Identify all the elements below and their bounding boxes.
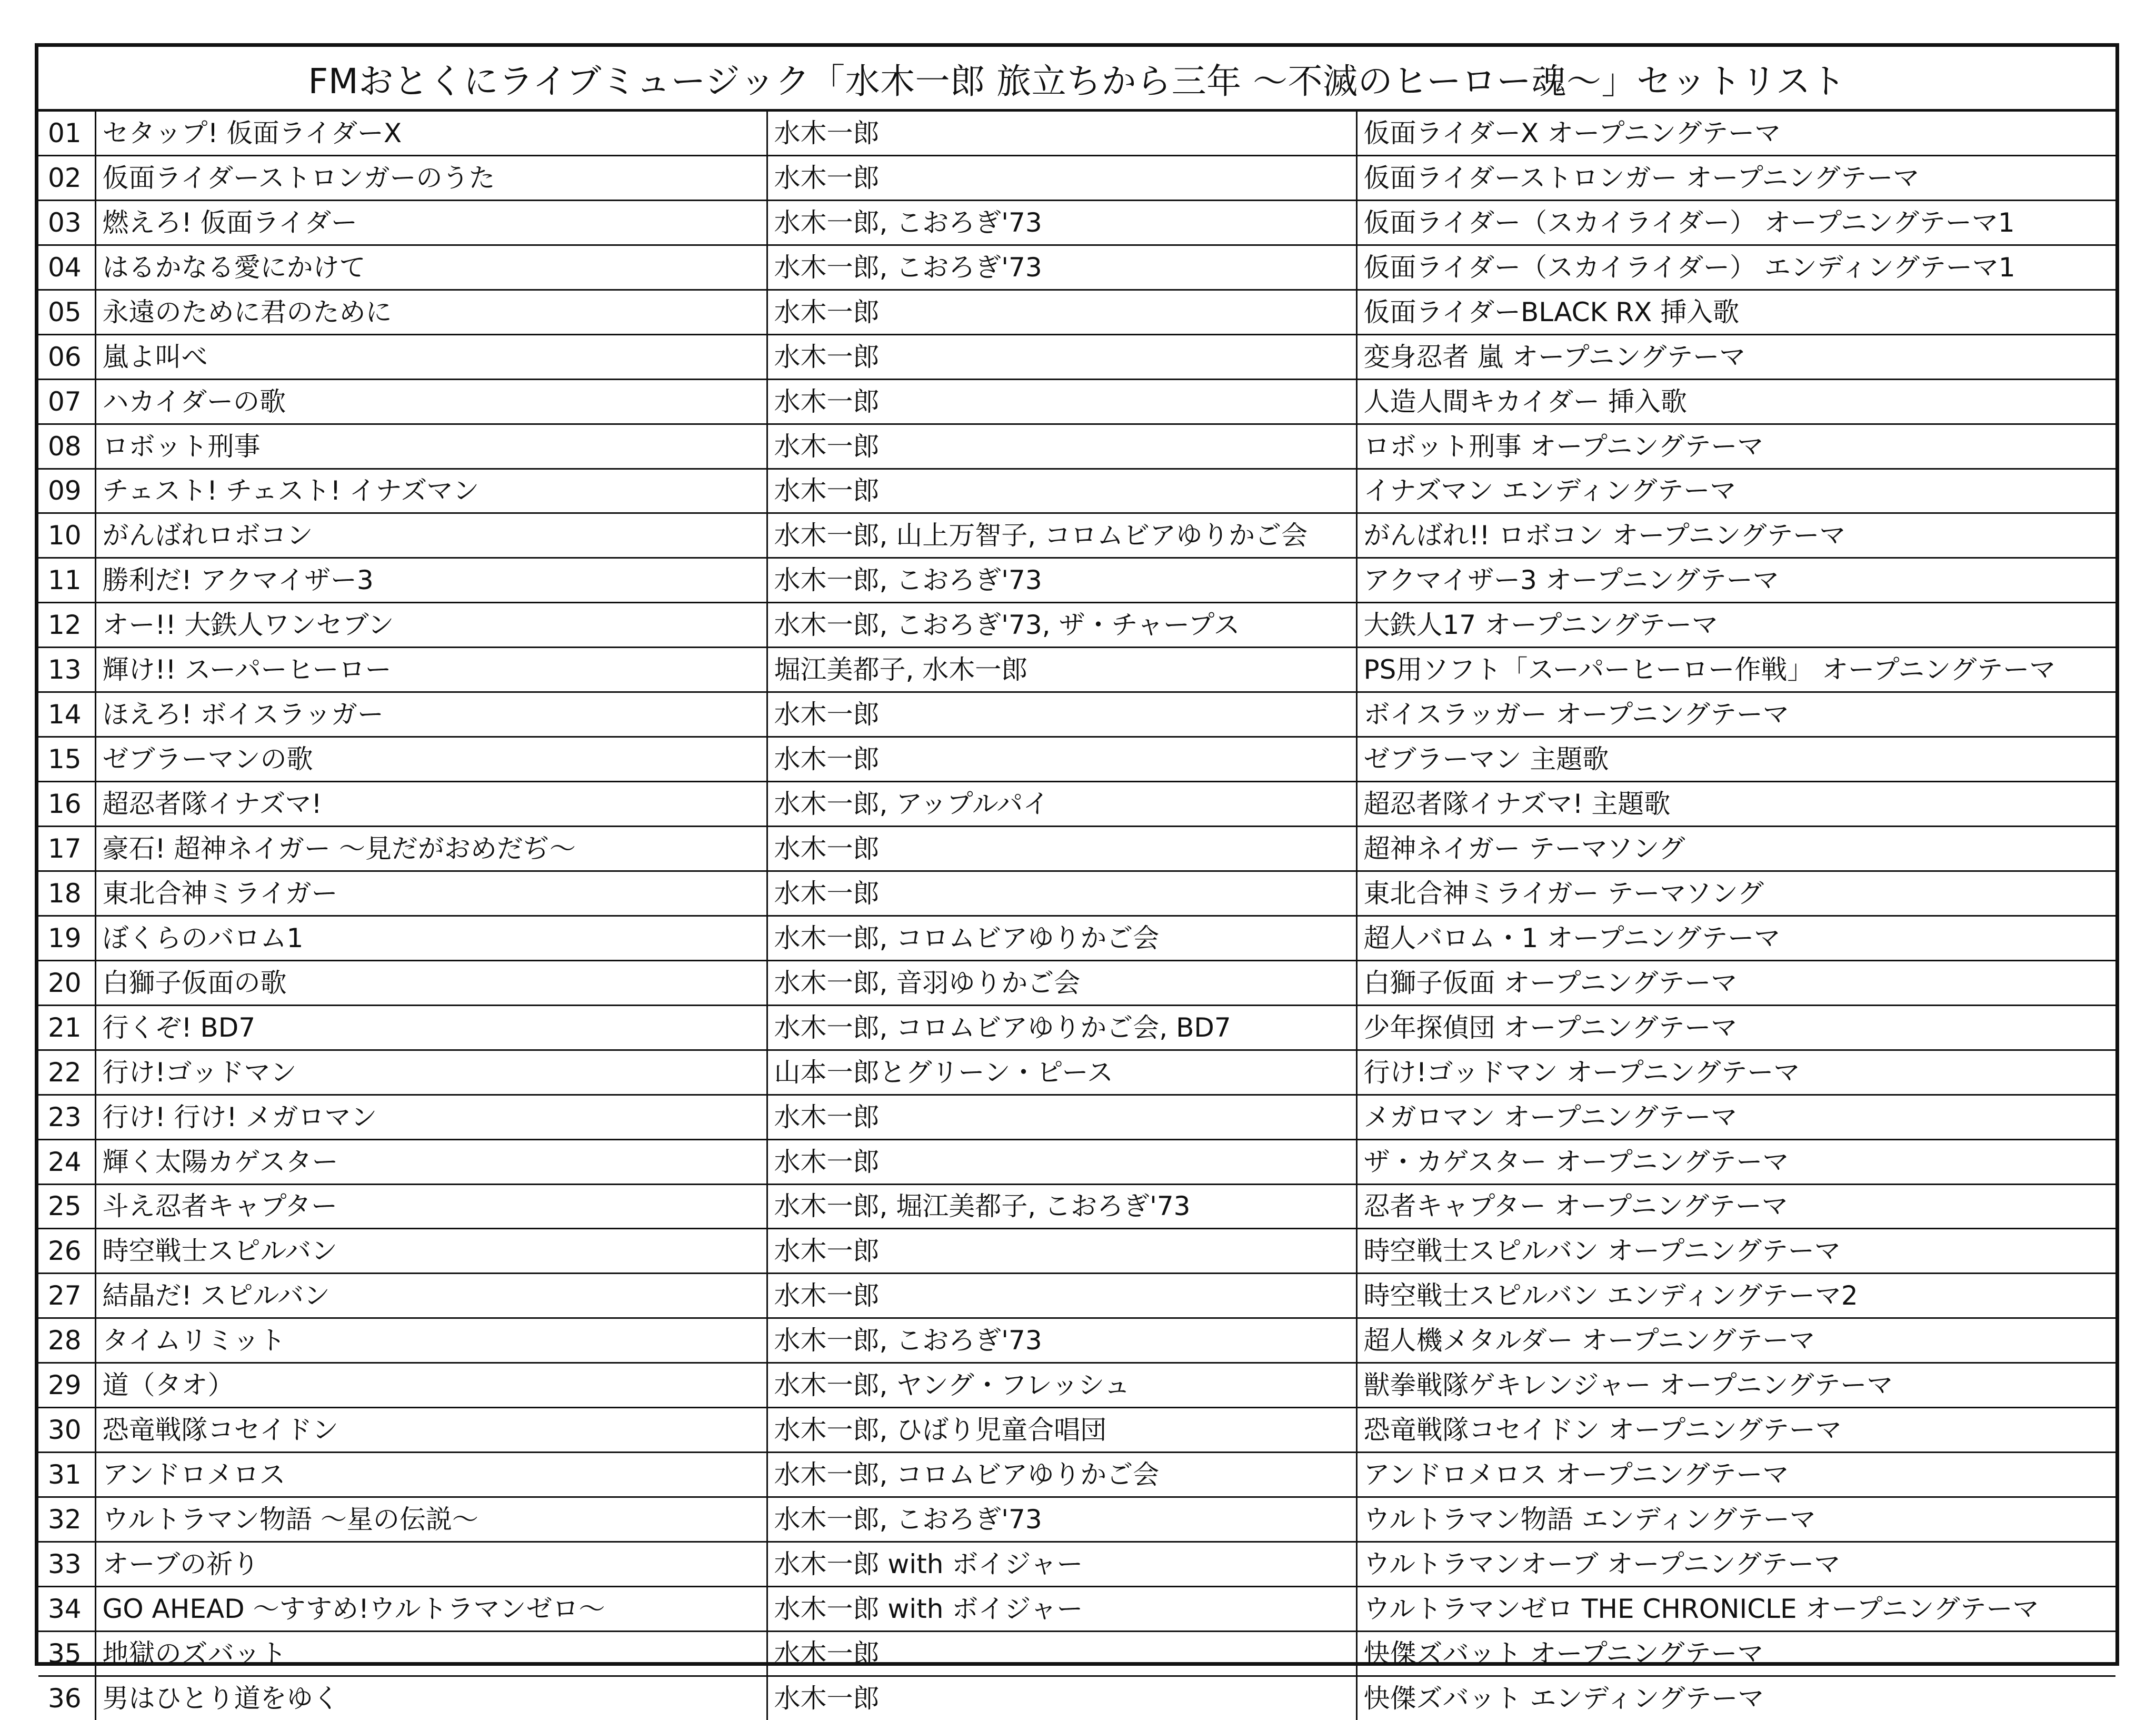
source-note: 獣拳戦隊ゲキレンジャー オープニングテーマ	[1356, 1363, 2115, 1408]
artist-name: 水木一郎	[767, 469, 1356, 513]
table-row	[38, 1229, 2115, 1274]
track-number: 18	[38, 871, 95, 916]
song-title: ウルトラマン物語 ～星の伝説～	[95, 1497, 767, 1542]
table-row	[38, 558, 2115, 603]
artist-name: 水木一郎	[767, 1676, 1356, 1719]
track-number: 28	[38, 1318, 95, 1363]
track-number: 29	[38, 1363, 95, 1408]
table-row	[38, 916, 2115, 960]
track-number: 09	[38, 469, 95, 513]
table-row	[38, 513, 2115, 558]
table-row	[38, 1408, 2115, 1453]
artist-name: 水木一郎	[767, 1274, 1356, 1318]
track-number: 10	[38, 513, 95, 558]
table-row	[38, 960, 2115, 1005]
song-title: オーブの祈り	[95, 1542, 767, 1587]
table-row	[38, 1050, 2115, 1095]
artist-name: 水木一郎, こおろぎ'73, ザ・チャープス	[767, 603, 1356, 648]
song-title: ロボット刑事	[95, 424, 767, 469]
artist-name: 水木一郎	[767, 871, 1356, 916]
track-number: 03	[38, 200, 95, 245]
table-row	[38, 1095, 2115, 1139]
source-note: 変身忍者 嵐 オープニングテーマ	[1356, 334, 2115, 379]
track-number: 34	[38, 1586, 95, 1631]
song-title: チェスト! チェスト! イナズマン	[95, 469, 767, 513]
song-title: 行け! 行け! メガロマン	[95, 1095, 767, 1139]
artist-name: 水木一郎	[767, 1229, 1356, 1274]
source-note: 大鉄人17 オープニングテーマ	[1356, 603, 2115, 648]
artist-name: 水木一郎, こおろぎ'73	[767, 200, 1356, 245]
artist-name: 水木一郎	[767, 112, 1356, 155]
track-number: 11	[38, 558, 95, 603]
setlist-body	[38, 112, 2115, 1720]
song-title: 豪石! 超神ネイガー ～見だがおめだぢ～	[95, 827, 767, 871]
song-title: 仮面ライダーストロンガーのうた	[95, 155, 767, 200]
song-title: タイムリミット	[95, 1318, 767, 1363]
track-number: 24	[38, 1139, 95, 1184]
artist-name: 水木一郎	[767, 737, 1356, 782]
song-title: 男はひとり道をゆく	[95, 1676, 767, 1719]
source-note: PS用ソフト「スーパーヒーロー作戦」 オープニングテーマ	[1356, 648, 2115, 692]
artist-name: 水木一郎	[767, 379, 1356, 424]
song-title: 白獅子仮面の歌	[95, 960, 767, 1005]
table-row	[38, 737, 2115, 782]
source-note: 超人機メタルダー オープニングテーマ	[1356, 1318, 2115, 1363]
setlist-sheet	[35, 43, 2119, 1714]
source-note: 人造人間キカイダー 挿入歌	[1356, 379, 2115, 424]
source-note: アンドロメロス オープニングテーマ	[1356, 1453, 2115, 1497]
source-note: 忍者キャプター オープニングテーマ	[1356, 1184, 2115, 1229]
track-number: 01	[38, 112, 95, 155]
artist-name: 山本一郎とグリーン・ピース	[767, 1050, 1356, 1095]
song-title: 地獄のズバット	[95, 1631, 767, 1676]
song-title: 嵐よ叫べ	[95, 334, 767, 379]
source-note: 少年探偵団 オープニングテーマ	[1356, 1005, 2115, 1050]
track-number: 08	[38, 424, 95, 469]
artist-name: 水木一郎, 堀江美都子, こおろぎ'73	[767, 1184, 1356, 1229]
track-number: 33	[38, 1542, 95, 1587]
artist-name: 堀江美都子, 水木一郎	[767, 648, 1356, 692]
source-note: ウルトラマン物語 エンディングテーマ	[1356, 1497, 2115, 1542]
table-row	[38, 827, 2115, 871]
artist-name: 水木一郎, ヤング・フレッシュ	[767, 1363, 1356, 1408]
source-note: 仮面ライダーストロンガー オープニングテーマ	[1356, 155, 2115, 200]
table-row	[38, 245, 2115, 290]
source-note: 仮面ライダーX オープニングテーマ	[1356, 112, 2115, 155]
song-title: 時空戦士スピルバン	[95, 1229, 767, 1274]
artist-name: 水木一郎, コロムビアゆりかご会	[767, 916, 1356, 960]
track-number: 13	[38, 648, 95, 692]
source-note: 白獅子仮面 オープニングテーマ	[1356, 960, 2115, 1005]
track-number: 14	[38, 692, 95, 737]
track-number: 04	[38, 245, 95, 290]
artist-name: 水木一郎	[767, 155, 1356, 200]
song-title: オー!! 大鉄人ワンセブン	[95, 603, 767, 648]
artist-name: 水木一郎	[767, 1095, 1356, 1139]
source-note: 快傑ズバット オープニングテーマ	[1356, 1631, 2115, 1676]
song-title: がんばれロボコン	[95, 513, 767, 558]
track-number: 30	[38, 1408, 95, 1453]
source-note: 仮面ライダー（スカイライダー） エンディングテーマ1	[1356, 245, 2115, 290]
track-number: 19	[38, 916, 95, 960]
table-row	[38, 112, 2115, 155]
artist-name: 水木一郎, 山上万智子, コロムビアゆりかご会	[767, 513, 1356, 558]
artist-name: 水木一郎, コロムビアゆりかご会, BD7	[767, 1005, 1356, 1050]
track-number: 07	[38, 379, 95, 424]
track-number: 16	[38, 782, 95, 827]
table-row	[38, 469, 2115, 513]
table-row	[38, 290, 2115, 334]
track-number: 02	[38, 155, 95, 200]
table-row	[38, 334, 2115, 379]
song-title: 燃えろ! 仮面ライダー	[95, 200, 767, 245]
song-title: 結晶だ! スピルバン	[95, 1274, 767, 1318]
track-number: 31	[38, 1453, 95, 1497]
track-number: 23	[38, 1095, 95, 1139]
source-note: アクマイザー3 オープニングテーマ	[1356, 558, 2115, 603]
artist-name: 水木一郎	[767, 334, 1356, 379]
song-title: 道（タオ）	[95, 1363, 767, 1408]
track-number: 36	[38, 1676, 95, 1719]
track-number: 26	[38, 1229, 95, 1274]
song-title: ほえろ! ボイスラッガー	[95, 692, 767, 737]
source-note: ザ・カゲスター オープニングテーマ	[1356, 1139, 2115, 1184]
table-row	[38, 1586, 2115, 1631]
table-row	[38, 1676, 2115, 1719]
source-note: がんばれ!! ロボコン オープニングテーマ	[1356, 513, 2115, 558]
table-row	[38, 692, 2115, 737]
artist-name: 水木一郎 with ボイジャー	[767, 1542, 1356, 1587]
artist-name: 水木一郎, こおろぎ'73	[767, 558, 1356, 603]
setlist-title: FMおとくにライブミュージック「水木一郎 旅立ちから三年 ～不滅のヒーロー魂～」セットリスト	[38, 47, 2115, 112]
table-row	[38, 871, 2115, 916]
artist-name: 水木一郎 with ボイジャー	[767, 1586, 1356, 1631]
artist-name: 水木一郎	[767, 290, 1356, 334]
track-number: 21	[38, 1005, 95, 1050]
song-title: 輝け!! スーパーヒーロー	[95, 648, 767, 692]
table-row	[38, 379, 2115, 424]
song-title: 恐竜戦隊コセイドン	[95, 1408, 767, 1453]
track-number: 15	[38, 737, 95, 782]
song-title: ぼくらのバロム1	[95, 916, 767, 960]
track-number: 12	[38, 603, 95, 648]
source-note: 超忍者隊イナズマ! 主題歌	[1356, 782, 2115, 827]
source-note: 東北合神ミライガー テーマソング	[1356, 871, 2115, 916]
artist-name: 水木一郎, ひばり児童合唱団	[767, 1408, 1356, 1453]
song-title: 斗え忍者キャプター	[95, 1184, 767, 1229]
artist-name: 水木一郎, こおろぎ'73	[767, 1318, 1356, 1363]
song-title: 勝利だ! アクマイザー3	[95, 558, 767, 603]
source-note: 超人バロム・1 オープニングテーマ	[1356, 916, 2115, 960]
track-number: 25	[38, 1184, 95, 1229]
artist-name: 水木一郎, 音羽ゆりかご会	[767, 960, 1356, 1005]
track-number: 32	[38, 1497, 95, 1542]
table-row	[38, 782, 2115, 827]
source-note: 時空戦士スピルバン エンディングテーマ2	[1356, 1274, 2115, 1318]
source-note: ウルトラマンオーブ オープニングテーマ	[1356, 1542, 2115, 1587]
table-row	[38, 603, 2115, 648]
source-note: ゼブラーマン 主題歌	[1356, 737, 2115, 782]
table-row	[38, 424, 2115, 469]
artist-name: 水木一郎	[767, 827, 1356, 871]
artist-name: 水木一郎	[767, 424, 1356, 469]
song-title: 行くぞ! BD7	[95, 1005, 767, 1050]
track-number: 20	[38, 960, 95, 1005]
artist-name: 水木一郎	[767, 692, 1356, 737]
source-note: 超神ネイガー テーマソング	[1356, 827, 2115, 871]
table-row	[38, 155, 2115, 200]
table-row	[38, 1318, 2115, 1363]
setlist-table	[38, 112, 2115, 1720]
source-note: ロボット刑事 オープニングテーマ	[1356, 424, 2115, 469]
table-row	[38, 1363, 2115, 1408]
artist-name: 水木一郎	[767, 1139, 1356, 1184]
artist-name: 水木一郎, アップルパイ	[767, 782, 1356, 827]
source-note: ウルトラマンゼロ THE CHRONICLE オープニングテーマ	[1356, 1586, 2115, 1631]
track-number: 22	[38, 1050, 95, 1095]
track-number: 27	[38, 1274, 95, 1318]
table-row	[38, 1631, 2115, 1676]
song-title: 行け!ゴッドマン	[95, 1050, 767, 1095]
song-title: GO AHEAD ～すすめ!ウルトラマンゼロ～	[95, 1586, 767, 1631]
table-row	[38, 1453, 2115, 1497]
track-number: 35	[38, 1631, 95, 1676]
song-title: ゼブラーマンの歌	[95, 737, 767, 782]
source-note: ボイスラッガー オープニングテーマ	[1356, 692, 2115, 737]
song-title: はるかなる愛にかけて	[95, 245, 767, 290]
artist-name: 水木一郎, コロムビアゆりかご会	[767, 1453, 1356, 1497]
song-title: アンドロメロス	[95, 1453, 767, 1497]
table-row	[38, 648, 2115, 692]
song-title: 永遠のために君のために	[95, 290, 767, 334]
source-note: 仮面ライダー（スカイライダー） オープニングテーマ1	[1356, 200, 2115, 245]
source-note: イナズマン エンディングテーマ	[1356, 469, 2115, 513]
artist-name: 水木一郎, こおろぎ'73	[767, 245, 1356, 290]
table-row	[38, 1005, 2115, 1050]
source-note: 快傑ズバット エンディングテーマ	[1356, 1676, 2115, 1719]
source-note: 時空戦士スピルバン オープニングテーマ	[1356, 1229, 2115, 1274]
source-note: メガロマン オープニングテーマ	[1356, 1095, 2115, 1139]
table-row	[38, 1274, 2115, 1318]
song-title: 東北合神ミライガー	[95, 871, 767, 916]
track-number: 17	[38, 827, 95, 871]
song-title: 輝く太陽カゲスター	[95, 1139, 767, 1184]
song-title: 超忍者隊イナズマ!	[95, 782, 767, 827]
song-title: ハカイダーの歌	[95, 379, 767, 424]
source-note: 恐竜戦隊コセイドン オープニングテーマ	[1356, 1408, 2115, 1453]
table-row	[38, 1139, 2115, 1184]
track-number: 06	[38, 334, 95, 379]
artist-name: 水木一郎, こおろぎ'73	[767, 1497, 1356, 1542]
table-row	[38, 1542, 2115, 1587]
source-note: 仮面ライダーBLACK RX 挿入歌	[1356, 290, 2115, 334]
table-row	[38, 200, 2115, 245]
song-title: セタップ! 仮面ライダーX	[95, 112, 767, 155]
table-row	[38, 1184, 2115, 1229]
table-row	[38, 1497, 2115, 1542]
source-note: 行け!ゴッドマン オープニングテーマ	[1356, 1050, 2115, 1095]
artist-name: 水木一郎	[767, 1631, 1356, 1676]
track-number: 05	[38, 290, 95, 334]
